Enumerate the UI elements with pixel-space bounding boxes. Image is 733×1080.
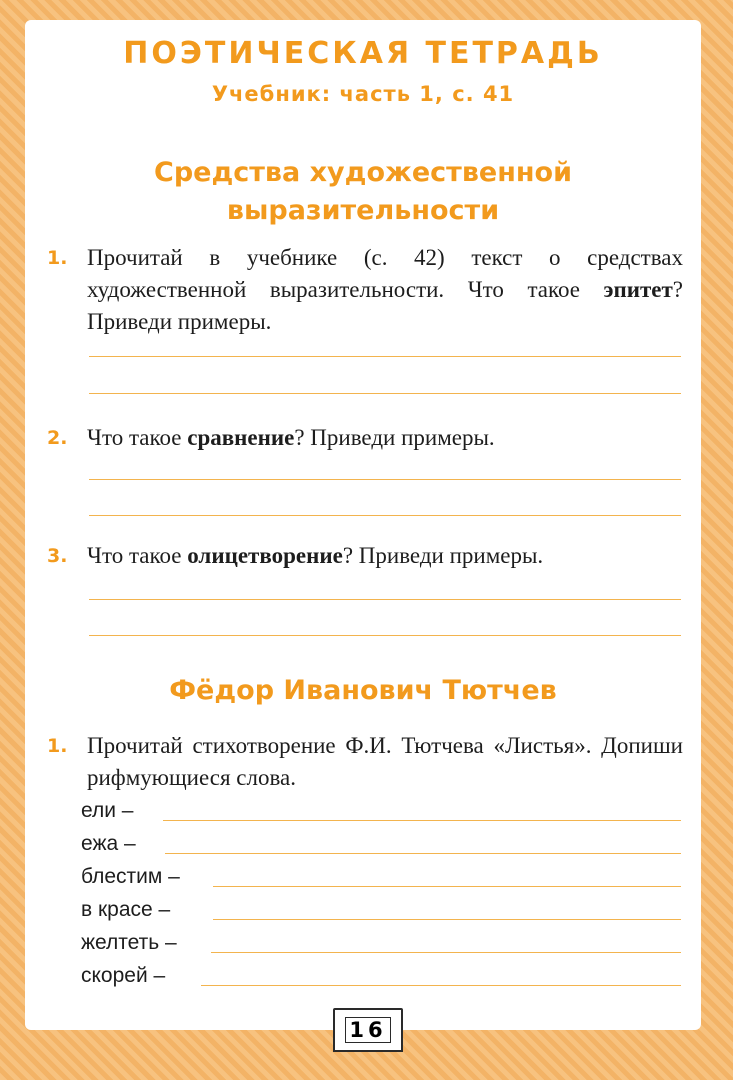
question-number: 2.: [47, 427, 68, 449]
question-number: 1.: [47, 735, 68, 757]
page-number-badge: [333, 1008, 403, 1052]
question-text: Что такое сравнение? Приведи примеры.: [87, 425, 495, 450]
rhyme-row: [81, 925, 681, 957]
term-personification: олицетворение: [187, 543, 343, 568]
question-number: 1.: [47, 247, 68, 269]
page-number: 16: [345, 1017, 390, 1043]
section-title-line2: выразительности: [226, 195, 500, 226]
page-title: ПОЭТИЧЕСКАЯ ТЕТРАДЬ: [123, 36, 603, 71]
section-title-means: [25, 154, 701, 230]
answer-line[interactable]: [211, 952, 681, 953]
term-comparison: сравнение: [187, 425, 295, 450]
rhyme-word: ежа –: [81, 832, 136, 855]
rhyme-word: ели –: [81, 799, 134, 822]
rhyme-row: [81, 793, 681, 825]
answer-line[interactable]: [201, 985, 681, 986]
answer-line[interactable]: [89, 515, 681, 516]
question-number: 3.: [47, 545, 68, 567]
rhyme-word: желтеть –: [81, 931, 177, 954]
question-text: Прочитай стихотворение Ф.И. Тютчева «Листья». Допиши рифмующиеся слова.: [87, 733, 683, 790]
rhyme-row: [81, 826, 681, 858]
question-1: [47, 242, 683, 338]
answer-line[interactable]: [89, 599, 681, 600]
answer-line[interactable]: [89, 635, 681, 636]
rhyme-word: блестим –: [81, 865, 180, 888]
question-tyutchev-1: [47, 730, 683, 794]
section-title-tyutchev: Фёдор Иванович Тютчев: [169, 675, 557, 706]
term-epithet: эпитет: [603, 277, 673, 302]
workbook-page: [25, 20, 701, 1030]
rhyme-word: в красе –: [81, 898, 171, 921]
question-2: [47, 422, 683, 454]
rhyme-row: [81, 892, 681, 924]
rhyme-row: [81, 859, 681, 891]
answer-line[interactable]: [89, 479, 681, 480]
question-text: Что такое олицетворение? Приведи примеры.: [87, 543, 544, 568]
question-text: Прочитай в учебнике (с. 42) текст о средствах художественной выразительности. Что такое эпитет? Приведи примеры.: [87, 245, 683, 334]
answer-line[interactable]: [89, 356, 681, 357]
page-subtitle: Учебник: часть 1, с. 41: [211, 82, 515, 106]
rhyme-row: [81, 958, 681, 990]
answer-line[interactable]: [213, 886, 681, 887]
rhyme-word: скорей –: [81, 964, 166, 987]
section-title-line1: Средства художественной: [154, 157, 572, 188]
answer-line[interactable]: [213, 919, 681, 920]
answer-line[interactable]: [89, 393, 681, 394]
question-3: [47, 540, 683, 572]
answer-line[interactable]: [165, 853, 681, 854]
answer-line[interactable]: [163, 820, 681, 821]
